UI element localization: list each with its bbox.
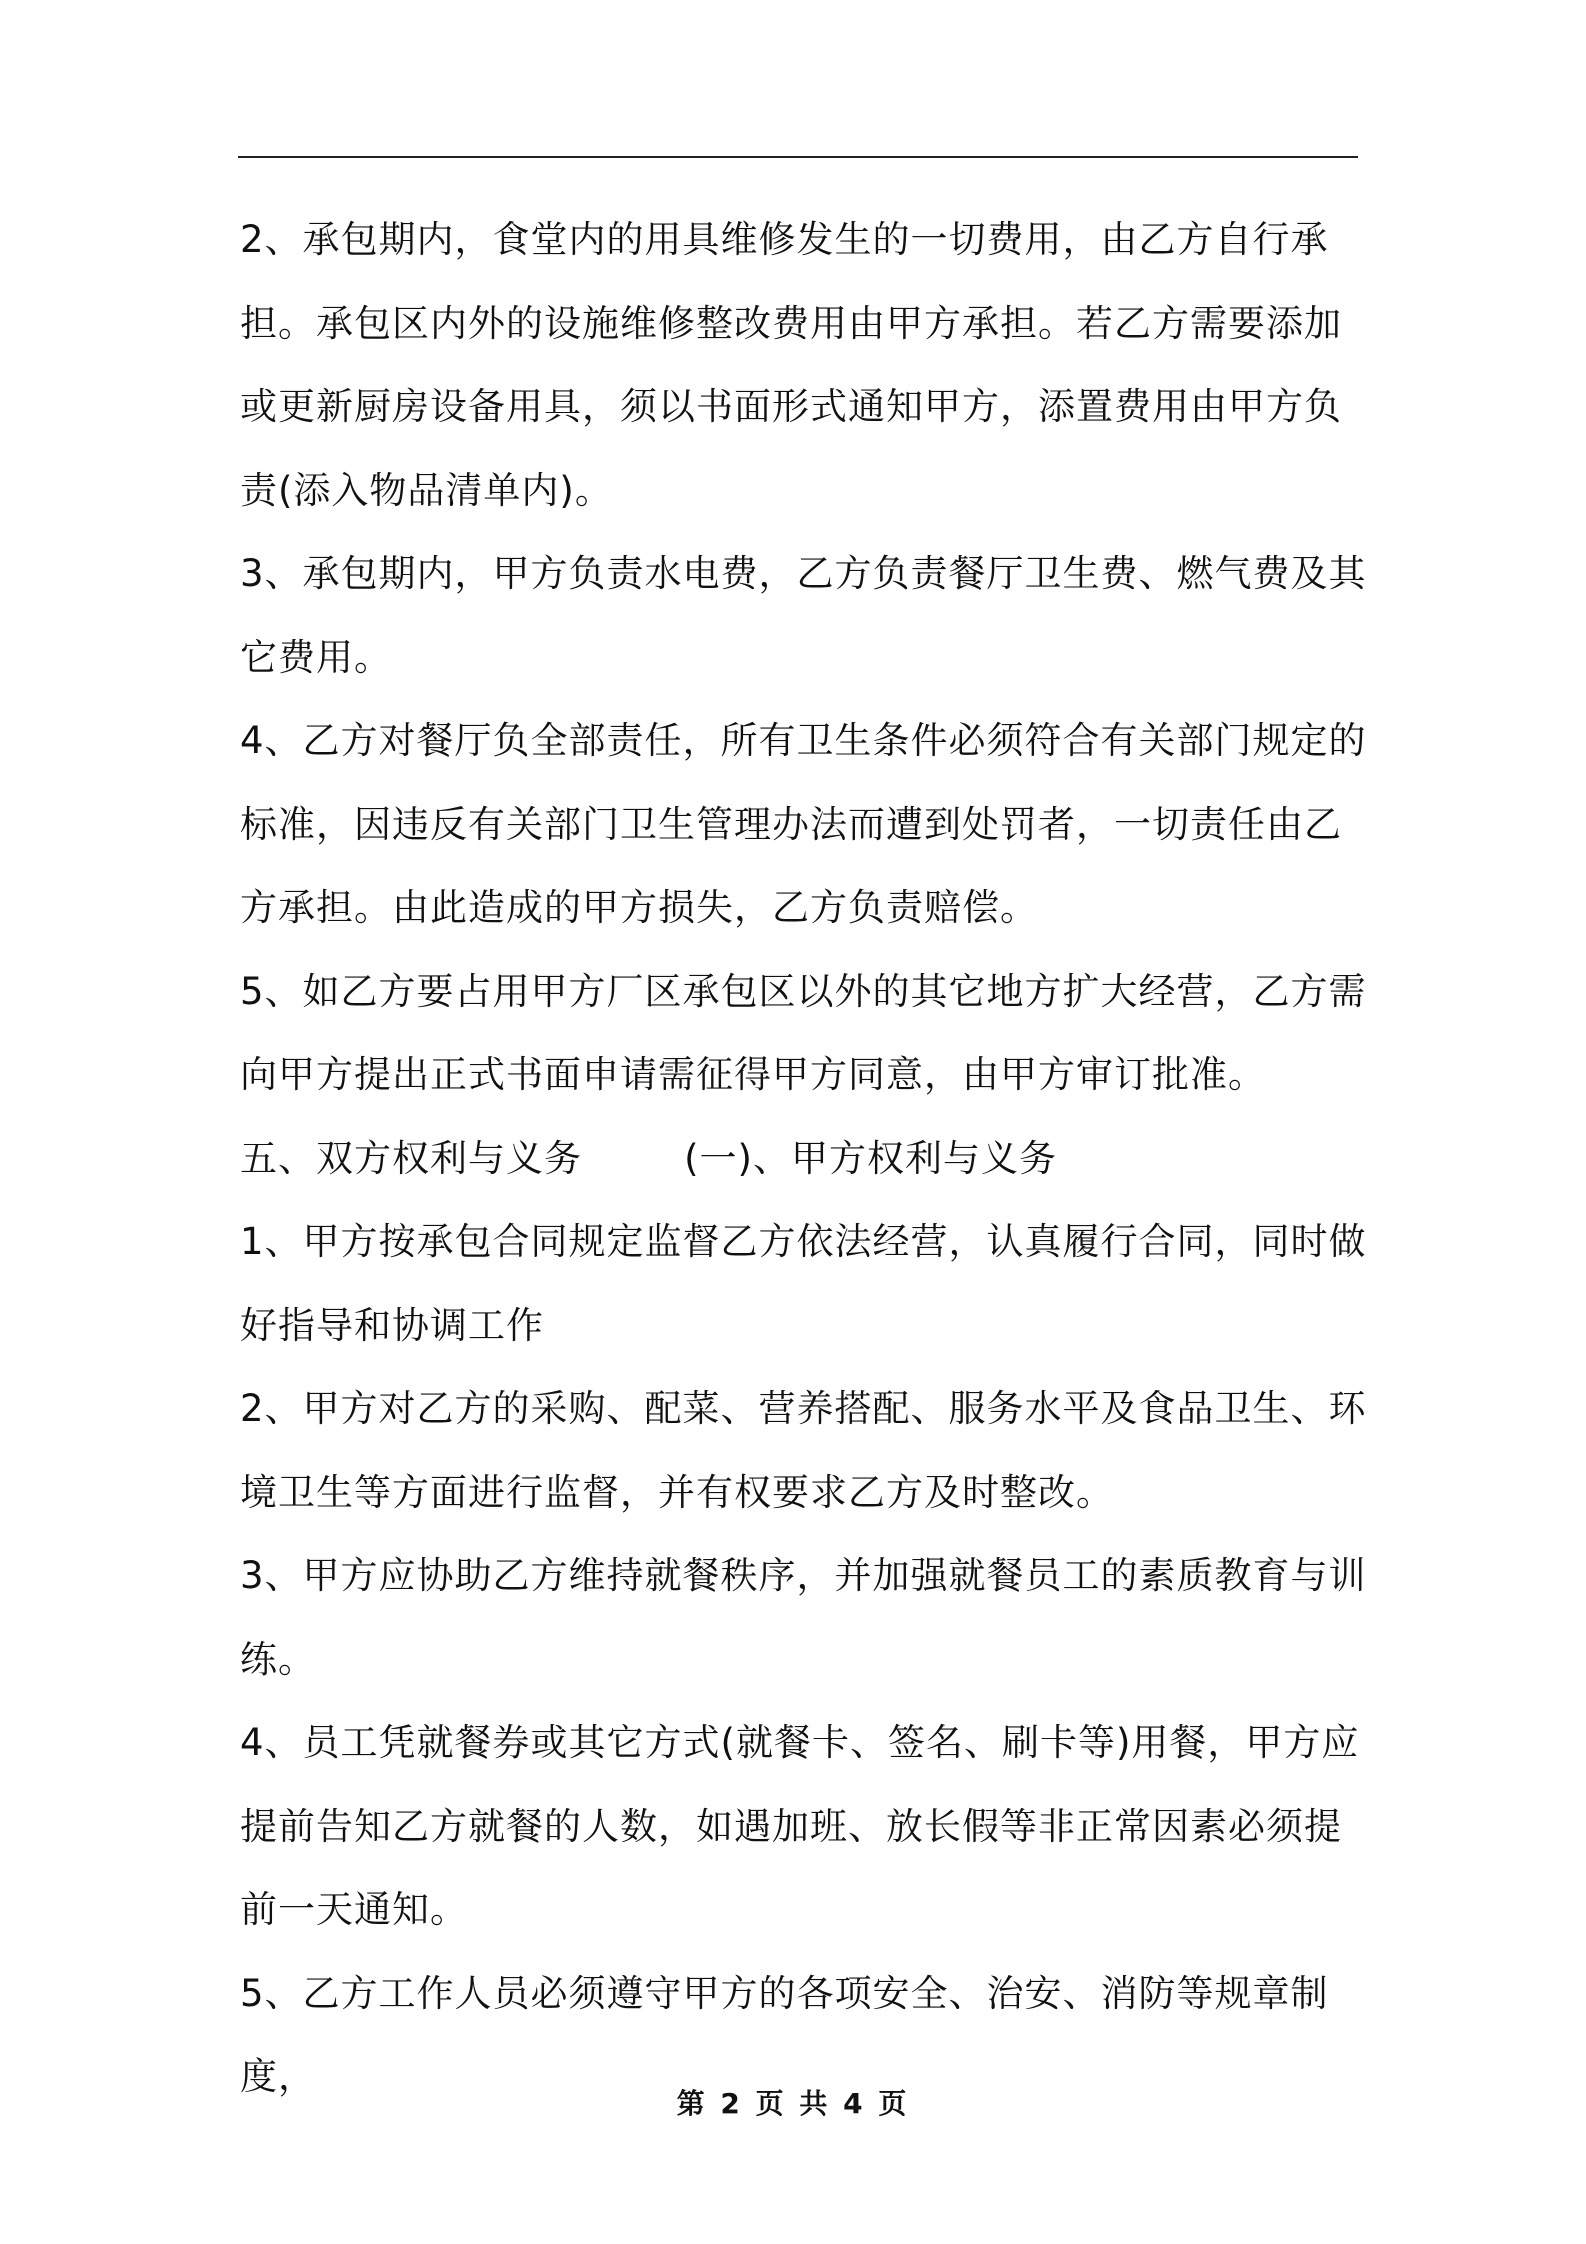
page-number-footer: 第 2 页 共 4 页 [676, 2087, 910, 2120]
clause-5-expansion-request: 5、如乙方要占用甲方厂区承包区以外的其它地方扩大经营，乙方需向甲方提出正式书面申请需征得甲方同意，由甲方审订批准。 [240, 969, 1367, 1096]
party-a-clause-4: 4、员工凭就餐券或其它方式(就餐卡、签名、刷卡等)用餐，甲方应提前告知乙方就餐的人数，如遇加班、放长假等非正常因素必须提前一天通知。 [240, 1721, 1360, 1931]
party-a-clause-1: 1、甲方按承包合同规定监督乙方依法经营，认真履行合同，同时做好指导和协调工作 [240, 1220, 1367, 1347]
document-body [240, 198, 1370, 2119]
clause-3-utility-fees: 3、承包期内，甲方负责水电费，乙方负责餐厅卫生费、燃气费及其它费用。 [240, 552, 1367, 679]
clause-2-maintenance-costs: 2、承包期内，食堂内的用具维修发生的一切费用，由乙方自行承担。承包区内外的设施维修整改费用由甲方承担。若乙方需要添加或更新厨房设备用具，须以书面形式通知甲方，添置费用由甲方负责(添入物品清单内)。 [240, 218, 1342, 512]
section-heading-rights-obligations: 五、双方权利与义务 (一)、甲方权利与义务 [240, 1136, 1057, 1180]
party-a-clause-3: 3、甲方应协助乙方维持就餐秩序，并加强就餐员工的素质教育与训练。 [240, 1554, 1367, 1681]
party-a-clause-5: 5、乙方工作人员必须遵守甲方的各项安全、治安、消防等规章制度， [240, 1971, 1329, 2098]
party-a-clause-2: 2、甲方对乙方的采购、配菜、营养搭配、服务水平及食品卫生、环境卫生等方面进行监督，并有权要求乙方及时整改。 [240, 1387, 1367, 1514]
header-divider [238, 156, 1358, 158]
clause-4-hygiene-responsibility: 4、乙方对餐厅负全部责任，所有卫生条件必须符合有关部门规定的标准，因违反有关部门卫生管理办法而遭到处罚者，一切责任由乙方承担。由此造成的甲方损失，乙方负责赔偿。 [240, 719, 1367, 929]
